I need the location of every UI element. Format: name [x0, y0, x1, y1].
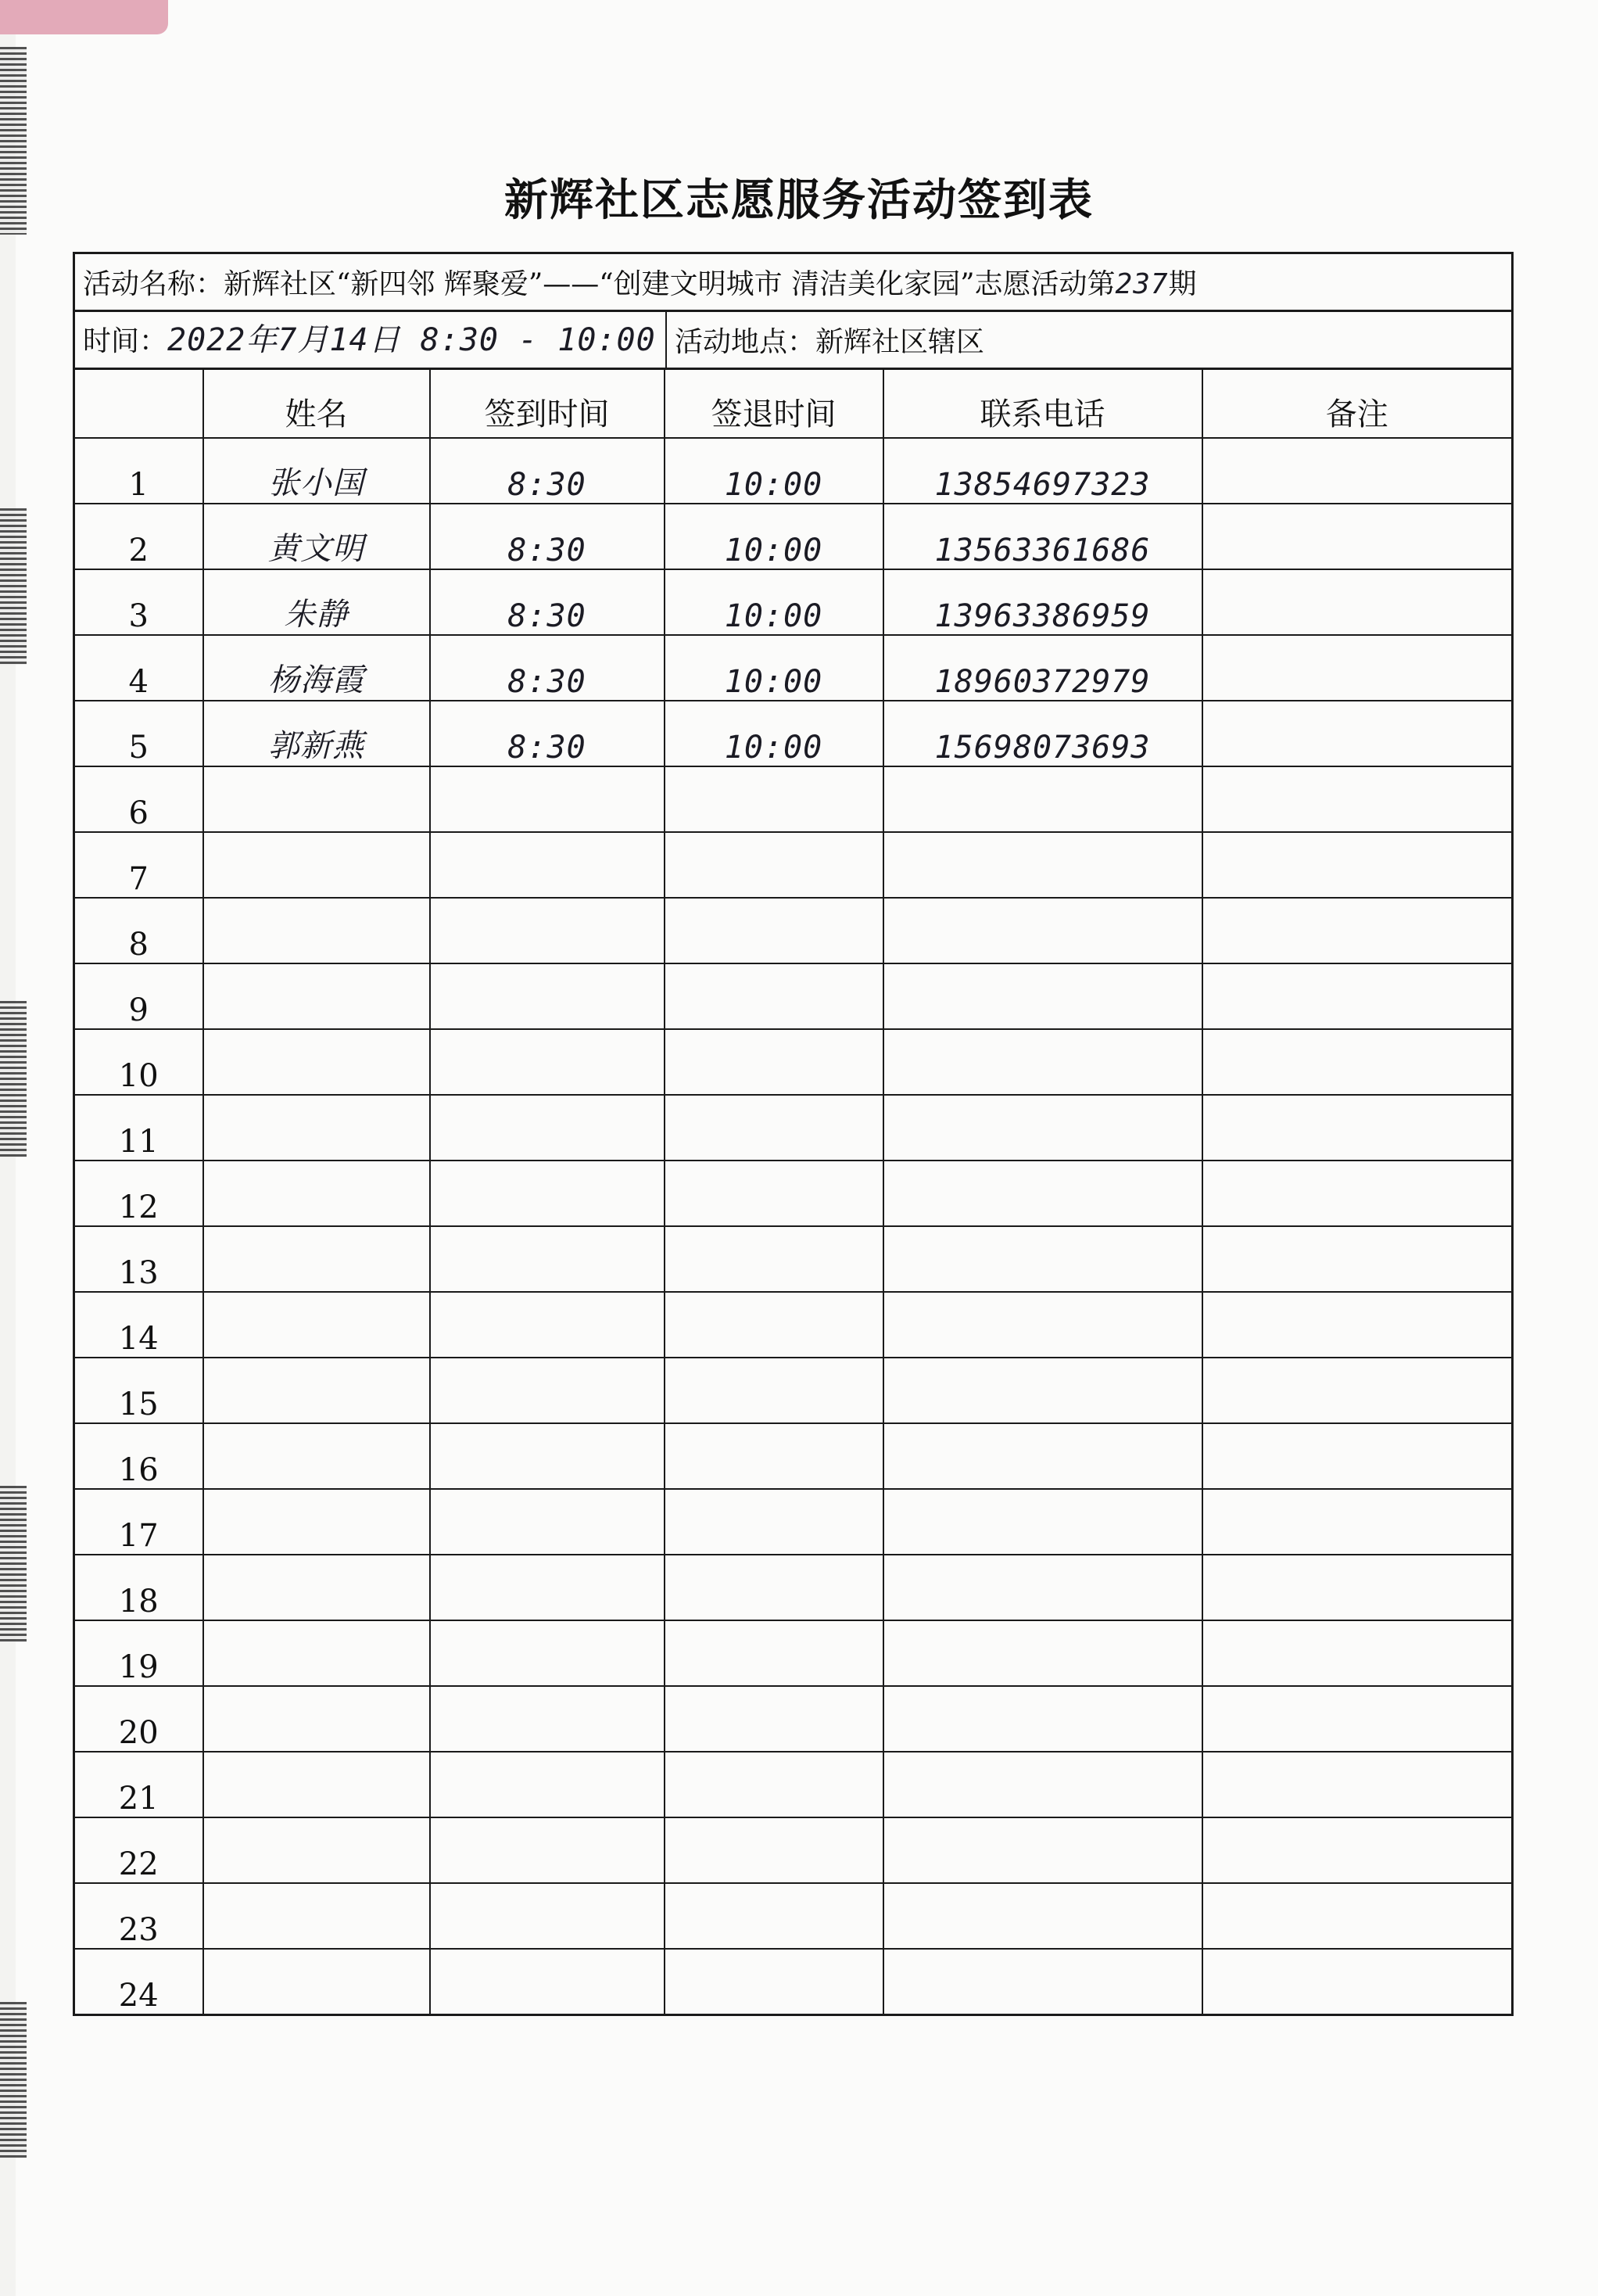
row-sign-out-time: [665, 1292, 883, 1358]
row-number: 21: [74, 1752, 203, 1817]
activity-suffix: 期: [1168, 268, 1197, 300]
row-name: 张小国: [203, 438, 430, 504]
row-sign-out-time: [665, 1095, 883, 1161]
row-number: 7: [74, 832, 203, 898]
row-sign-out-time: 10:00: [665, 701, 883, 766]
table-row: [74, 1817, 1513, 1883]
row-number: 9: [74, 963, 203, 1029]
row-name: [203, 832, 430, 898]
page-title: 新辉社区志愿服务活动签到表: [504, 174, 1094, 226]
row-sign-in-time: [430, 1555, 665, 1620]
row-remarks: [1202, 1620, 1513, 1686]
row-number: 2: [74, 504, 203, 569]
row-sign-in-time: [430, 1489, 665, 1555]
row-sign-out-time: [665, 1883, 883, 1949]
row-name: [203, 1161, 430, 1226]
table-row: [74, 1358, 1513, 1423]
row-number: 16: [74, 1423, 203, 1489]
table-row: [74, 1489, 1513, 1555]
row-name: [203, 1029, 430, 1095]
row-sign-in-time: [430, 963, 665, 1029]
row-phone: 13854697323: [883, 438, 1202, 504]
row-name: [203, 1489, 430, 1555]
activity-name-row: [73, 252, 1514, 310]
table-body: [74, 438, 1513, 2015]
header-index: [74, 369, 203, 439]
row-remarks: [1202, 1686, 1513, 1752]
row-sign-out-time: [665, 898, 883, 963]
row-number: 17: [74, 1489, 203, 1555]
row-phone: [883, 1292, 1202, 1358]
row-remarks: [1202, 1949, 1513, 2015]
row-name: [203, 1883, 430, 1949]
row-sign-in-time: [430, 1095, 665, 1161]
row-phone: 13563361686: [883, 504, 1202, 569]
row-phone: [883, 1620, 1202, 1686]
row-sign-in-time: [430, 766, 665, 832]
row-name: [203, 1095, 430, 1161]
row-sign-out-time: [665, 1686, 883, 1752]
row-sign-in-time: [430, 1029, 665, 1095]
row-remarks: [1202, 1555, 1513, 1620]
row-sign-in-time: [430, 1226, 665, 1292]
row-remarks: [1202, 504, 1513, 569]
row-sign-in-time: [430, 1620, 665, 1686]
header-sign-in-time: 签到时间: [430, 369, 665, 439]
row-sign-out-time: 10:00: [665, 438, 883, 504]
table-row: [74, 1423, 1513, 1489]
row-remarks: [1202, 766, 1513, 832]
row-phone: [883, 1949, 1202, 2015]
row-remarks: [1202, 569, 1513, 635]
sign-in-form: [73, 252, 1514, 2016]
row-remarks: [1202, 438, 1513, 504]
row-name: [203, 1292, 430, 1358]
binding-edge-mark: [0, 1001, 27, 1157]
row-remarks: [1202, 1752, 1513, 1817]
row-phone: 13963386959: [883, 569, 1202, 635]
row-number: 15: [74, 1358, 203, 1423]
table-row: [74, 569, 1513, 635]
row-phone: 18960372979: [883, 635, 1202, 701]
location-label: 活动地点：新辉社区辖区: [675, 326, 985, 358]
table-row: [74, 1752, 1513, 1817]
row-sign-out-time: [665, 1752, 883, 1817]
sign-in-table: [73, 368, 1514, 2016]
row-name: 朱静: [203, 569, 430, 635]
row-sign-out-time: [665, 1555, 883, 1620]
row-name: [203, 1620, 430, 1686]
row-number: 19: [74, 1620, 203, 1686]
time-value: 2022年7月14日 8:30 - 10:00: [167, 322, 656, 358]
header-name: 姓名: [203, 369, 430, 439]
row-number: 5: [74, 701, 203, 766]
row-phone: [883, 1095, 1202, 1161]
row-name: [203, 1949, 430, 2015]
row-phone: [883, 1555, 1202, 1620]
location-cell: [667, 312, 1511, 368]
header-sign-out-time: 签退时间: [665, 369, 883, 439]
table-row: [74, 1555, 1513, 1620]
binding-edge-mark: [0, 508, 27, 665]
row-sign-out-time: [665, 1423, 883, 1489]
row-number: 23: [74, 1883, 203, 1949]
row-number: 22: [74, 1817, 203, 1883]
row-number: 1: [74, 438, 203, 504]
row-remarks: [1202, 1423, 1513, 1489]
row-number: 24: [74, 1949, 203, 2015]
row-phone: [883, 1883, 1202, 1949]
row-remarks: [1202, 1029, 1513, 1095]
row-phone: [883, 963, 1202, 1029]
table-row: [74, 504, 1513, 569]
time-label: 时间：: [83, 325, 168, 357]
table-row: [74, 1686, 1513, 1752]
row-remarks: [1202, 898, 1513, 963]
row-sign-out-time: [665, 1489, 883, 1555]
row-number: 20: [74, 1686, 203, 1752]
binding-edge-mark: [0, 2002, 27, 2158]
row-number: 3: [74, 569, 203, 635]
row-remarks: [1202, 1817, 1513, 1883]
row-remarks: [1202, 701, 1513, 766]
row-sign-in-time: [430, 1883, 665, 1949]
table-row: [74, 1883, 1513, 1949]
row-name: [203, 1423, 430, 1489]
row-remarks: [1202, 1161, 1513, 1226]
row-remarks: [1202, 832, 1513, 898]
row-sign-out-time: [665, 1817, 883, 1883]
row-sign-in-time: [430, 1752, 665, 1817]
row-number: 10: [74, 1029, 203, 1095]
row-sign-in-time: [430, 1292, 665, 1358]
table-row: [74, 1161, 1513, 1226]
table-row: [74, 1095, 1513, 1161]
row-phone: [883, 898, 1202, 963]
table-row: [74, 766, 1513, 832]
row-sign-out-time: [665, 832, 883, 898]
row-phone: [883, 1161, 1202, 1226]
row-sign-out-time: 10:00: [665, 635, 883, 701]
row-phone: [883, 1686, 1202, 1752]
row-sign-out-time: [665, 963, 883, 1029]
table-row: [74, 635, 1513, 701]
row-sign-in-time: 8:30: [430, 635, 665, 701]
row-sign-in-time: [430, 1423, 665, 1489]
row-phone: [883, 1817, 1202, 1883]
row-number: 6: [74, 766, 203, 832]
table-row: [74, 438, 1513, 504]
row-number: 18: [74, 1555, 203, 1620]
row-remarks: [1202, 1489, 1513, 1555]
table-row: [74, 701, 1513, 766]
row-remarks: [1202, 1292, 1513, 1358]
row-name: [203, 1555, 430, 1620]
row-name: [203, 1226, 430, 1292]
row-phone: [883, 1358, 1202, 1423]
header-remarks: 备注: [1202, 369, 1513, 439]
binding-edge-mark: [0, 1486, 27, 1642]
row-phone: [883, 766, 1202, 832]
row-sign-in-time: [430, 1358, 665, 1423]
row-sign-out-time: [665, 1358, 883, 1423]
row-phone: [883, 1489, 1202, 1555]
row-sign-in-time: [430, 1161, 665, 1226]
row-sign-in-time: [430, 832, 665, 898]
row-sign-out-time: [665, 766, 883, 832]
row-sign-out-time: [665, 1161, 883, 1226]
table-row: [74, 963, 1513, 1029]
row-sign-out-time: 10:00: [665, 569, 883, 635]
binder-clip: [0, 0, 168, 34]
row-name: [203, 1686, 430, 1752]
row-phone: [883, 1029, 1202, 1095]
row-name: [203, 963, 430, 1029]
row-sign-in-time: [430, 1949, 665, 2015]
table-header-row: [74, 369, 1513, 439]
table-row: [74, 832, 1513, 898]
row-sign-out-time: [665, 1029, 883, 1095]
time-location-row: [73, 310, 1514, 368]
row-sign-in-time: 8:30: [430, 569, 665, 635]
table-row: [74, 898, 1513, 963]
activity-issue-number: 237: [1115, 268, 1169, 300]
row-sign-in-time: 8:30: [430, 701, 665, 766]
row-name: 黄文明: [203, 504, 430, 569]
row-name: [203, 898, 430, 963]
row-phone: [883, 1752, 1202, 1817]
row-name: [203, 1817, 430, 1883]
row-remarks: [1202, 1358, 1513, 1423]
header-phone: 联系电话: [883, 369, 1202, 439]
table-row: [74, 1620, 1513, 1686]
row-sign-in-time: [430, 898, 665, 963]
table-row: [74, 1292, 1513, 1358]
row-sign-in-time: [430, 1817, 665, 1883]
row-remarks: [1202, 1095, 1513, 1161]
row-sign-in-time: 8:30: [430, 438, 665, 504]
row-remarks: [1202, 1226, 1513, 1292]
row-remarks: [1202, 635, 1513, 701]
row-number: 11: [74, 1095, 203, 1161]
row-name: 杨海霞: [203, 635, 430, 701]
row-number: 14: [74, 1292, 203, 1358]
row-name: 郭新燕: [203, 701, 430, 766]
activity-name-label: 活动名称：新辉社区“新四邻 辉聚爱”——“创建文明城市 清洁美化家园”志愿活动第: [83, 268, 1116, 300]
row-name: [203, 1358, 430, 1423]
row-name: [203, 766, 430, 832]
table-row: [74, 1029, 1513, 1095]
row-sign-out-time: [665, 1620, 883, 1686]
row-phone: [883, 832, 1202, 898]
row-sign-out-time: 10:00: [665, 504, 883, 569]
row-sign-in-time: [430, 1686, 665, 1752]
row-name: [203, 1752, 430, 1817]
time-cell: [75, 312, 667, 368]
row-number: 4: [74, 635, 203, 701]
row-phone: 15698073693: [883, 701, 1202, 766]
row-remarks: [1202, 963, 1513, 1029]
row-sign-in-time: 8:30: [430, 504, 665, 569]
row-number: 12: [74, 1161, 203, 1226]
row-remarks: [1202, 1883, 1513, 1949]
table-row: [74, 1226, 1513, 1292]
row-phone: [883, 1226, 1202, 1292]
row-number: 13: [74, 1226, 203, 1292]
row-number: 8: [74, 898, 203, 963]
row-sign-out-time: [665, 1226, 883, 1292]
row-phone: [883, 1423, 1202, 1489]
table-row: [74, 1949, 1513, 2015]
row-sign-out-time: [665, 1949, 883, 2015]
